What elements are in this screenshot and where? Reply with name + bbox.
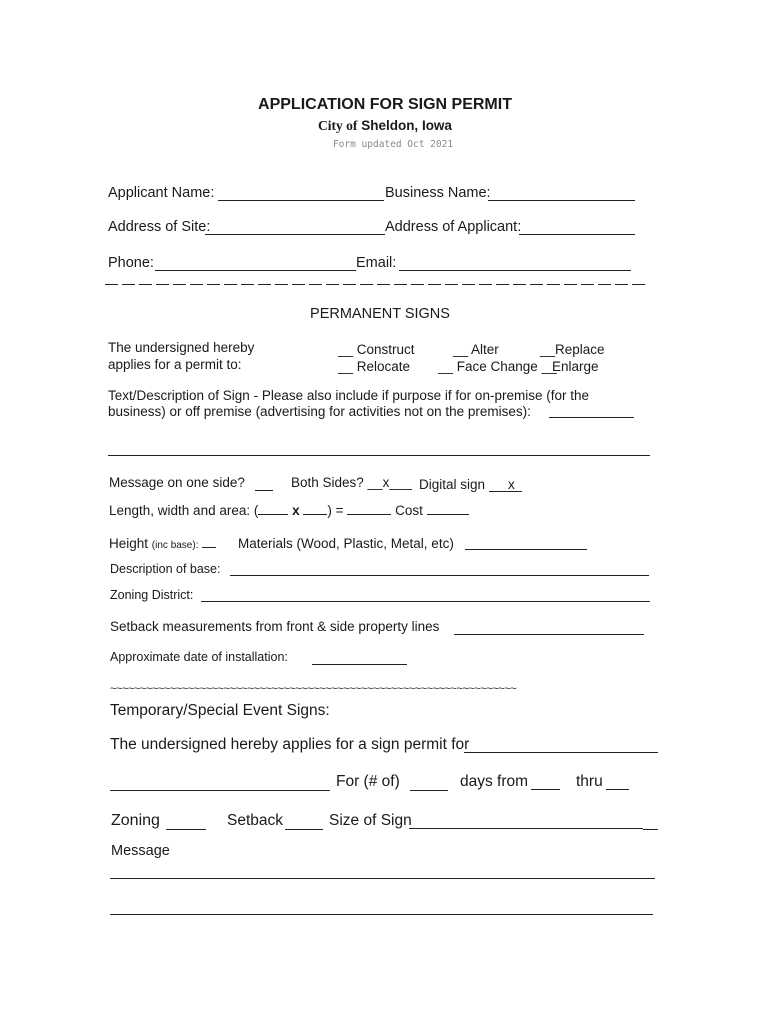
install-date-label: Approximate date of installation: [110, 650, 288, 664]
for-number-field[interactable] [410, 790, 448, 791]
description-instructions-line1: Text/Description of Sign - Please also include if purpose if for on-premise (for the [108, 388, 589, 403]
area-field[interactable] [347, 502, 391, 515]
message-one-side-field[interactable] [255, 490, 273, 491]
address-site-label: Address of Site: [108, 219, 211, 235]
form-title: APPLICATION FOR SIGN PERMIT [258, 96, 512, 113]
thru-label: thru [576, 773, 603, 790]
length-suffix: ) = [327, 503, 344, 518]
height-note: (inc base): [151, 540, 199, 551]
address-applicant-field[interactable] [519, 234, 635, 235]
message-label: Message [111, 843, 170, 859]
option-face-change[interactable]: __ Face Change __ [438, 359, 557, 374]
zoning-field[interactable] [166, 829, 206, 830]
form-updated-note: Form updated Oct 2021 [332, 139, 454, 150]
city-prefix: City of [318, 118, 358, 133]
phone-field[interactable] [155, 270, 356, 271]
option-enlarge[interactable]: Enlarge [552, 359, 599, 374]
applicant-name-label: Applicant Name: [108, 185, 215, 201]
for-number-label: For (# of) [336, 773, 400, 790]
message-field-1[interactable] [110, 878, 655, 879]
description-field-1[interactable] [549, 417, 634, 418]
permanent-signs-heading: PERMANENT SIGNS [310, 306, 450, 322]
temporary-purpose-field[interactable] [464, 752, 658, 753]
materials-label: Materials (Wood, Plastic, Metal, etc) [238, 536, 454, 551]
temp-setback-field[interactable] [285, 829, 323, 830]
install-date-field[interactable] [312, 664, 407, 665]
applicant-name-field[interactable] [218, 200, 384, 201]
phone-label: Phone: [108, 255, 154, 271]
size-of-sign-field-tail [643, 829, 658, 830]
email-label: Email: [356, 255, 397, 271]
height-text: Height [109, 536, 149, 551]
days-from-field[interactable] [531, 789, 560, 790]
city-name: Sheldon, Iowa [361, 118, 452, 133]
base-description-label: Description of base: [110, 562, 221, 576]
message-field-2[interactable] [110, 914, 653, 915]
temporary-applies-label: The undersigned hereby applies for a sign permit for [110, 736, 470, 753]
description-instructions-line2: business) or off premise (advertising for activities not on the premises): [108, 404, 531, 419]
zoning-district-field[interactable] [201, 601, 650, 602]
materials-field[interactable] [465, 549, 587, 550]
digital-sign-mark[interactable]: x [508, 477, 515, 492]
base-description-field[interactable] [230, 575, 649, 576]
address-site-field[interactable] [205, 234, 385, 235]
digital-sign-label: Digital sign [419, 477, 486, 492]
length-width-area-label [109, 502, 469, 518]
temporary-heading: Temporary/Special Event Signs: [110, 702, 330, 719]
description-field-2[interactable] [108, 455, 650, 456]
height-label [109, 536, 216, 551]
size-of-sign-field[interactable] [409, 828, 643, 829]
cost-label: Cost [395, 503, 423, 518]
message-one-side-label: Message on one side? [109, 475, 245, 490]
permanent-intro-line1: The undersigned hereby [108, 340, 255, 355]
section-divider [105, 272, 653, 284]
business-name-field[interactable] [488, 200, 635, 201]
temporary-name-field[interactable] [110, 790, 330, 791]
option-relocate[interactable]: __ Relocate [338, 359, 411, 374]
zoning-label: Zoning [111, 812, 160, 829]
length-x: x [292, 503, 300, 518]
cost-field[interactable] [427, 502, 469, 515]
city-line [0, 118, 770, 134]
option-construct[interactable]: __ Construct [338, 342, 415, 357]
option-replace[interactable]: __Replace [540, 342, 605, 357]
width-field[interactable] [303, 502, 327, 515]
days-from-label: days from [460, 773, 529, 790]
permanent-intro-line2: applies for a permit to: [108, 357, 242, 372]
email-field[interactable] [399, 270, 631, 271]
setback-label: Setback measurements from front & side property lines [110, 619, 440, 634]
temp-setback-label: Setback [227, 812, 284, 829]
option-alter[interactable]: __ Alter [453, 342, 499, 357]
height-field[interactable] [202, 536, 216, 548]
address-applicant-label: Address of Applicant: [385, 219, 522, 235]
both-sides-label: Both Sides? __x___ [291, 475, 412, 490]
length-field[interactable] [258, 502, 288, 515]
business-name-label: Business Name: [385, 185, 491, 201]
setback-field[interactable] [454, 634, 644, 635]
length-prefix: Length, width and area: ( [109, 503, 259, 518]
thru-field[interactable] [606, 789, 629, 790]
size-of-sign-label: Size of Sign [329, 812, 412, 829]
digital-sign-field[interactable] [489, 491, 522, 492]
tilde-separator: ~~~~~~~~~~~~~~~~~~~~~~~~~~~~~~~~~~~~~~~~~~~~~~~~~~~~~~~~~~~~~~~~~~~~ [110, 683, 517, 695]
zoning-district-label: Zoning District: [110, 588, 194, 602]
